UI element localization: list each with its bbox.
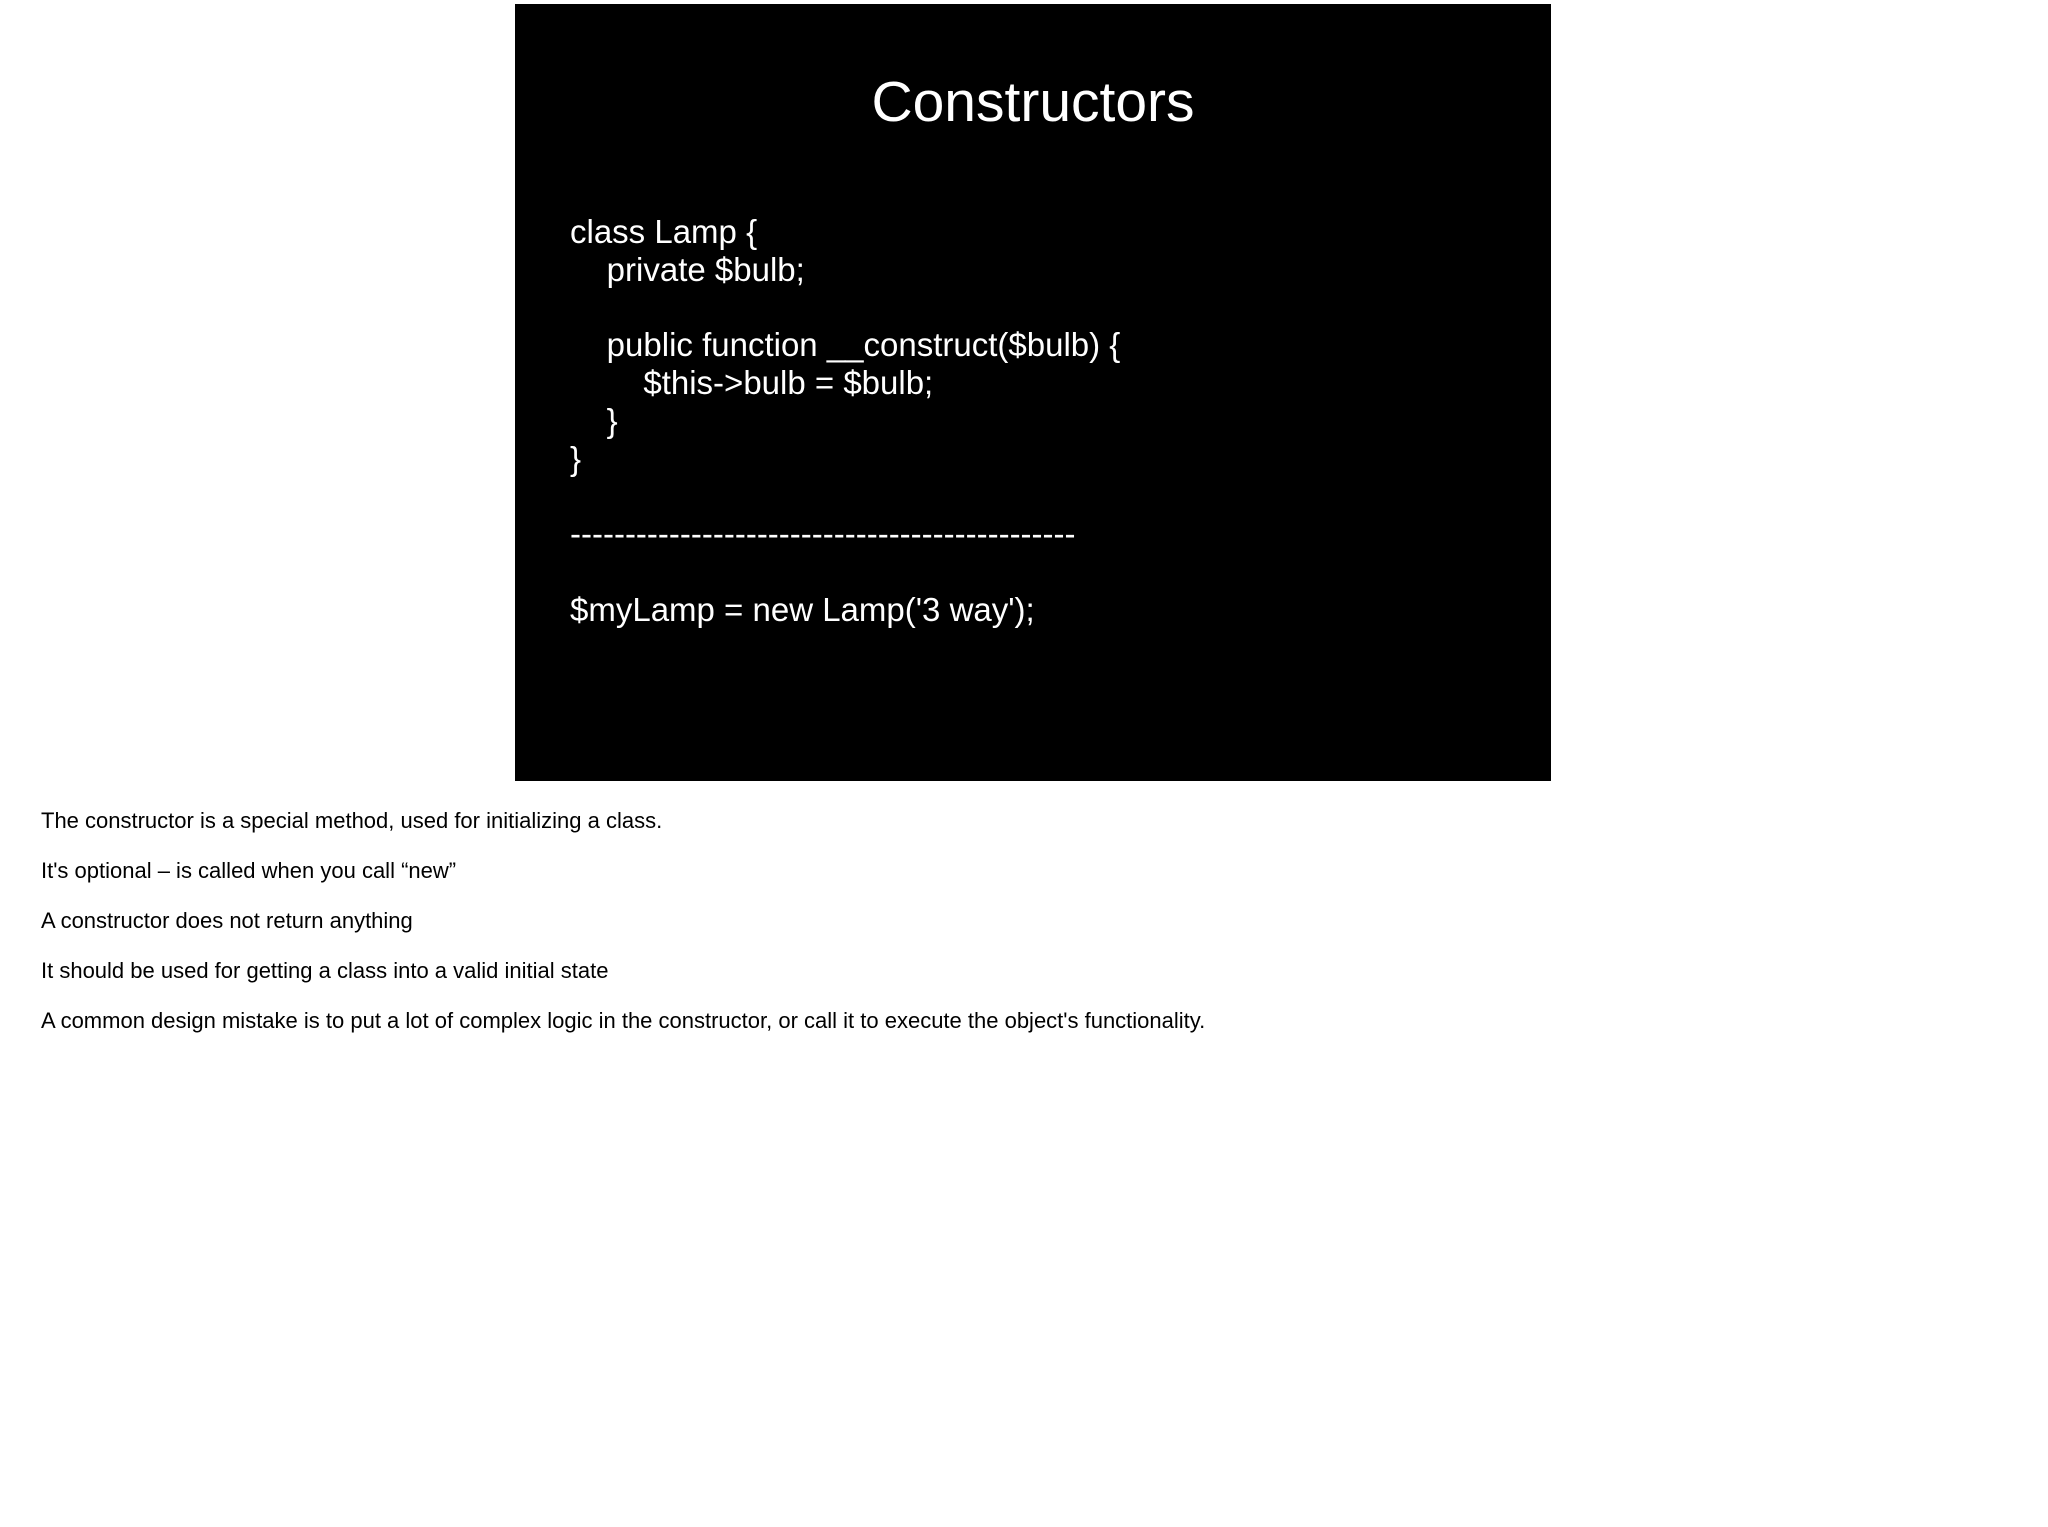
code-line-class-close: } — [570, 439, 582, 477]
code-block — [570, 213, 1530, 629]
speaker-notes — [41, 808, 2001, 1058]
code-line-instantiation: $myLamp = new Lamp('3 way'); — [570, 590, 1035, 628]
note-line: A constructor does not return anything — [41, 908, 413, 933]
code-line-blank — [570, 289, 1530, 327]
code-line-assignment: $this->bulb = $bulb; — [570, 364, 934, 402]
code-line-private-field: private $bulb; — [570, 250, 805, 288]
note-line: The constructor is a special method, used for initializing a class. — [41, 808, 663, 833]
code-line-constructor-decl: public function __construct($bulb) { — [570, 326, 1121, 364]
note-line: It should be used for getting a class into a valid initial state — [41, 958, 609, 983]
code-line-class-decl: class Lamp { — [570, 213, 758, 250]
code-line-blank — [570, 478, 1530, 516]
slide — [515, 4, 1551, 781]
code-line-separator: ---------------------------------------------- — [570, 515, 1076, 553]
code-line-blank — [570, 553, 1530, 591]
slide-title: Constructors — [871, 70, 1195, 134]
code-line-method-close: } — [570, 401, 618, 439]
note-line: It's optional – is called when you call “new” — [41, 858, 457, 883]
note-line: A common design mistake is to put a lot of complex logic in the constructor, or call it to execute the object's functionality. — [41, 1008, 1206, 1033]
